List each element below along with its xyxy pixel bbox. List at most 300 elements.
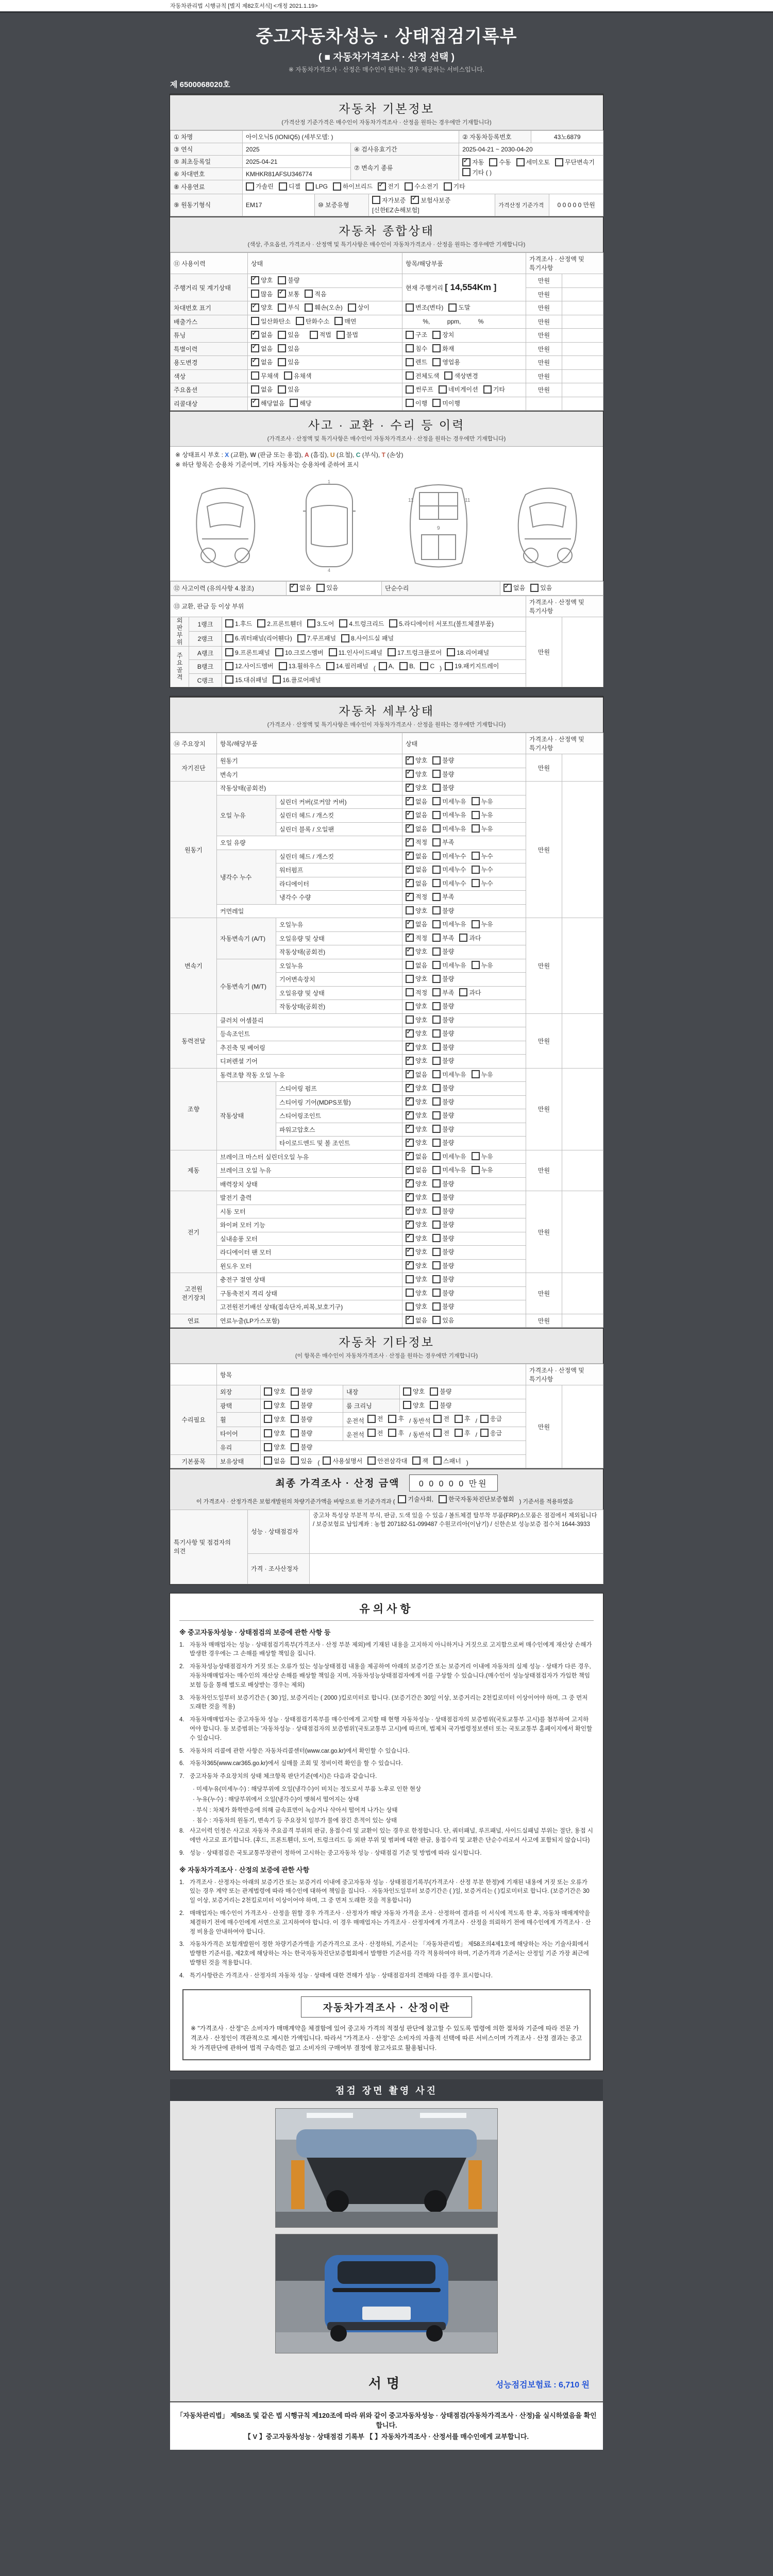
checkbox-icon[interactable] bbox=[459, 934, 467, 942]
checkbox-option[interactable] bbox=[291, 1415, 312, 1423]
checkbox-icon[interactable] bbox=[379, 662, 387, 670]
checkbox-icon[interactable] bbox=[406, 344, 414, 352]
checkbox-option[interactable] bbox=[406, 810, 427, 819]
checkbox-option[interactable] bbox=[367, 1414, 383, 1423]
checkbox-option[interactable] bbox=[297, 634, 336, 642]
checkbox-icon[interactable] bbox=[329, 648, 337, 656]
checkbox-option[interactable] bbox=[305, 303, 342, 312]
checkbox-icon[interactable] bbox=[305, 303, 313, 312]
checkbox-checked-icon[interactable] bbox=[406, 770, 414, 778]
checkbox-option[interactable] bbox=[278, 344, 299, 353]
checkbox-icon[interactable] bbox=[316, 584, 325, 592]
checkbox-option[interactable] bbox=[406, 1247, 427, 1256]
checkbox-option[interactable] bbox=[432, 1234, 454, 1243]
checkbox-icon[interactable] bbox=[432, 947, 441, 956]
checkbox-option[interactable] bbox=[432, 1220, 454, 1229]
checkbox-icon[interactable] bbox=[432, 784, 441, 792]
checkbox-option[interactable] bbox=[530, 583, 552, 592]
checkbox-option[interactable] bbox=[251, 317, 291, 326]
checkbox-option[interactable] bbox=[406, 756, 427, 765]
checkbox-option[interactable] bbox=[323, 1456, 362, 1465]
checkbox-icon[interactable] bbox=[310, 331, 318, 339]
checkbox-option[interactable] bbox=[279, 662, 321, 670]
checkbox-option[interactable] bbox=[432, 810, 466, 819]
checkbox-option[interactable] bbox=[389, 619, 494, 628]
checkbox-icon[interactable] bbox=[264, 1429, 272, 1437]
checkbox-icon[interactable] bbox=[389, 619, 397, 628]
checkbox-option[interactable] bbox=[339, 619, 384, 628]
checkbox-option[interactable] bbox=[264, 1401, 285, 1410]
checkbox-icon[interactable] bbox=[296, 317, 304, 325]
checkbox-icon[interactable] bbox=[403, 1401, 411, 1409]
checkbox-checked-icon[interactable] bbox=[406, 1207, 414, 1215]
checkbox-option[interactable] bbox=[398, 1495, 433, 1503]
checkbox-icon[interactable] bbox=[372, 196, 380, 204]
checkbox-option[interactable] bbox=[406, 1029, 427, 1038]
checkbox-icon[interactable] bbox=[405, 182, 413, 191]
checkbox-option[interactable] bbox=[472, 1152, 493, 1161]
checkbox-option[interactable] bbox=[406, 1275, 427, 1283]
checkbox-option[interactable] bbox=[406, 797, 427, 806]
checkbox-icon[interactable] bbox=[279, 662, 287, 670]
checkbox-icon[interactable] bbox=[432, 988, 441, 996]
checkbox-option[interactable] bbox=[432, 1056, 454, 1065]
checkbox-icon[interactable] bbox=[430, 1387, 438, 1396]
checkbox-option[interactable] bbox=[455, 1429, 470, 1437]
checkbox-icon[interactable] bbox=[472, 811, 480, 819]
checkbox-icon[interactable] bbox=[367, 1429, 376, 1437]
checkbox-option[interactable] bbox=[225, 675, 267, 684]
checkbox-icon[interactable] bbox=[480, 1415, 489, 1423]
checkbox-option[interactable] bbox=[307, 619, 334, 628]
checkbox-icon[interactable] bbox=[472, 1152, 480, 1160]
checkbox-option[interactable] bbox=[341, 634, 394, 642]
checkbox-option[interactable] bbox=[406, 344, 427, 353]
checkbox-icon[interactable] bbox=[326, 662, 334, 670]
checkbox-option[interactable] bbox=[406, 1261, 427, 1270]
checkbox-icon[interactable] bbox=[472, 879, 480, 887]
checkbox-option[interactable] bbox=[420, 662, 434, 670]
checkbox-option[interactable] bbox=[516, 158, 550, 166]
checkbox-icon[interactable] bbox=[432, 770, 441, 778]
checkbox-option[interactable] bbox=[264, 1387, 285, 1396]
checkbox-option[interactable] bbox=[432, 947, 454, 956]
checkbox-option[interactable] bbox=[291, 1387, 312, 1396]
checkbox-icon[interactable] bbox=[439, 1495, 447, 1503]
checkbox-option[interactable] bbox=[406, 1070, 427, 1079]
checkbox-option[interactable] bbox=[406, 1165, 427, 1174]
checkbox-checked-icon[interactable] bbox=[411, 196, 419, 204]
checkbox-option[interactable] bbox=[305, 290, 326, 298]
checkbox-icon[interactable] bbox=[455, 1415, 463, 1423]
checkbox-option[interactable] bbox=[406, 947, 427, 956]
checkbox-icon[interactable] bbox=[472, 961, 480, 969]
checkbox-icon[interactable] bbox=[432, 879, 441, 887]
checkbox-icon[interactable] bbox=[432, 1193, 441, 1201]
checkbox-option[interactable] bbox=[291, 1443, 312, 1451]
checkbox-icon[interactable] bbox=[432, 906, 441, 914]
checkbox-icon[interactable] bbox=[433, 1415, 442, 1423]
checkbox-option[interactable] bbox=[406, 1179, 427, 1188]
checkbox-option[interactable] bbox=[278, 358, 299, 366]
checkbox-option[interactable] bbox=[264, 1429, 285, 1437]
checkbox-option[interactable] bbox=[251, 330, 273, 339]
checkbox-option[interactable] bbox=[444, 371, 478, 380]
checkbox-option[interactable] bbox=[406, 920, 427, 928]
checkbox-checked-icon[interactable] bbox=[251, 344, 259, 352]
checkbox-option[interactable] bbox=[406, 838, 427, 846]
checkbox-option[interactable] bbox=[430, 1387, 451, 1396]
checkbox-option[interactable] bbox=[310, 330, 331, 339]
checkbox-icon[interactable] bbox=[406, 906, 414, 914]
checkbox-option[interactable] bbox=[432, 1002, 454, 1010]
checkbox-option[interactable] bbox=[503, 583, 525, 592]
checkbox-option[interactable] bbox=[432, 1247, 454, 1256]
checkbox-checked-icon[interactable] bbox=[406, 1152, 414, 1160]
checkbox-checked-icon[interactable] bbox=[406, 1316, 414, 1324]
checkbox-checked-icon[interactable] bbox=[290, 584, 298, 592]
checkbox-checked-icon[interactable] bbox=[406, 1057, 414, 1065]
checkbox-icon[interactable] bbox=[444, 182, 452, 191]
checkbox-icon[interactable] bbox=[225, 634, 233, 642]
checkbox-checked-icon[interactable] bbox=[406, 838, 414, 846]
checkbox-checked-icon[interactable] bbox=[406, 1084, 414, 1092]
checkbox-checked-icon[interactable] bbox=[406, 784, 414, 792]
checkbox-option[interactable] bbox=[432, 770, 454, 778]
checkbox-option[interactable] bbox=[483, 385, 505, 394]
checkbox-option[interactable] bbox=[406, 303, 443, 312]
checkbox-icon[interactable] bbox=[462, 168, 470, 176]
checkbox-option[interactable] bbox=[406, 1125, 427, 1133]
checkbox-option[interactable] bbox=[406, 1220, 427, 1229]
checkbox-checked-icon[interactable] bbox=[406, 920, 414, 928]
checkbox-option[interactable] bbox=[432, 879, 466, 888]
checkbox-option[interactable] bbox=[432, 1152, 466, 1161]
checkbox-option[interactable] bbox=[326, 662, 368, 670]
checkbox-checked-icon[interactable] bbox=[406, 1166, 414, 1174]
checkbox-icon[interactable] bbox=[225, 675, 233, 684]
checkbox-checked-icon[interactable] bbox=[406, 1097, 414, 1106]
checkbox-icon[interactable] bbox=[291, 1456, 299, 1465]
checkbox-option[interactable] bbox=[406, 1056, 427, 1065]
checkbox-icon[interactable] bbox=[306, 182, 314, 191]
checkbox-option[interactable] bbox=[379, 662, 394, 670]
checkbox-option[interactable] bbox=[432, 1029, 454, 1038]
checkbox-icon[interactable] bbox=[432, 1248, 441, 1256]
checkbox-option[interactable] bbox=[432, 330, 454, 339]
checkbox-option[interactable] bbox=[432, 1261, 454, 1270]
checkbox-option[interactable] bbox=[406, 1111, 427, 1120]
checkbox-checked-icon[interactable] bbox=[462, 158, 470, 166]
checkbox-checked-icon[interactable] bbox=[406, 1029, 414, 1038]
checkbox-icon[interactable] bbox=[432, 893, 441, 901]
checkbox-icon[interactable] bbox=[406, 1002, 414, 1010]
checkbox-icon[interactable] bbox=[305, 290, 313, 298]
checkbox-option[interactable] bbox=[406, 330, 427, 339]
checkbox-icon[interactable] bbox=[447, 648, 455, 656]
checkbox-icon[interactable] bbox=[432, 1029, 441, 1038]
checkbox-option[interactable] bbox=[406, 1316, 427, 1325]
checkbox-icon[interactable] bbox=[555, 158, 563, 166]
checkbox-checked-icon[interactable] bbox=[406, 852, 414, 860]
checkbox-option[interactable] bbox=[388, 1414, 404, 1423]
checkbox-option[interactable] bbox=[462, 158, 484, 166]
checkbox-option[interactable] bbox=[278, 290, 299, 298]
checkbox-option[interactable] bbox=[406, 399, 427, 408]
checkbox-option[interactable] bbox=[432, 1111, 454, 1120]
checkbox-icon[interactable] bbox=[333, 182, 341, 191]
checkbox-option[interactable] bbox=[432, 1138, 454, 1147]
checkbox-option[interactable] bbox=[439, 1495, 514, 1503]
checkbox-option[interactable] bbox=[334, 317, 356, 326]
checkbox-icon[interactable] bbox=[251, 290, 259, 298]
checkbox-option[interactable] bbox=[406, 892, 427, 901]
checkbox-icon[interactable] bbox=[251, 385, 259, 394]
checkbox-icon[interactable] bbox=[323, 1456, 331, 1465]
checkbox-checked-icon[interactable] bbox=[406, 1111, 414, 1120]
checkbox-icon[interactable] bbox=[334, 317, 343, 325]
checkbox-option[interactable] bbox=[251, 276, 273, 284]
checkbox-icon[interactable] bbox=[278, 344, 286, 352]
checkbox-icon[interactable] bbox=[264, 1456, 272, 1465]
checkbox-option[interactable] bbox=[432, 1193, 454, 1201]
checkbox-option[interactable] bbox=[406, 1015, 427, 1024]
checkbox-option[interactable] bbox=[472, 865, 493, 874]
checkbox-icon[interactable] bbox=[251, 371, 259, 380]
checkbox-icon[interactable] bbox=[430, 1401, 438, 1409]
checkbox-option[interactable] bbox=[472, 1165, 493, 1174]
checkbox-option[interactable] bbox=[406, 1207, 427, 1215]
checkbox-icon[interactable] bbox=[432, 1316, 441, 1324]
checkbox-icon[interactable] bbox=[432, 1015, 441, 1024]
checkbox-icon[interactable] bbox=[406, 371, 414, 380]
checkbox-option[interactable] bbox=[264, 1443, 285, 1451]
checkbox-icon[interactable] bbox=[264, 1387, 272, 1396]
checkbox-checked-icon[interactable] bbox=[406, 947, 414, 956]
checkbox-option[interactable] bbox=[432, 783, 454, 792]
checkbox-icon[interactable] bbox=[432, 1097, 441, 1106]
checkbox-icon[interactable] bbox=[432, 331, 441, 339]
checkbox-option[interactable] bbox=[411, 196, 450, 205]
checkbox-icon[interactable] bbox=[432, 1139, 441, 1147]
checkbox-icon[interactable] bbox=[432, 1084, 441, 1092]
checkbox-option[interactable] bbox=[432, 1097, 454, 1106]
checkbox-icon[interactable] bbox=[530, 584, 539, 592]
checkbox-icon[interactable] bbox=[472, 852, 480, 860]
checkbox-icon[interactable] bbox=[297, 634, 306, 642]
checkbox-option[interactable] bbox=[406, 1152, 427, 1161]
checkbox-icon[interactable] bbox=[264, 1415, 272, 1423]
checkbox-option[interactable] bbox=[430, 1401, 451, 1410]
checkbox-option[interactable] bbox=[455, 1414, 470, 1423]
checkbox-option[interactable] bbox=[291, 1429, 312, 1437]
checkbox-icon[interactable] bbox=[279, 182, 287, 191]
checkbox-icon[interactable] bbox=[472, 824, 480, 833]
checkbox-checked-icon[interactable] bbox=[406, 1261, 414, 1269]
checkbox-icon[interactable] bbox=[388, 1415, 396, 1423]
checkbox-option[interactable] bbox=[432, 961, 466, 970]
checkbox-icon[interactable] bbox=[406, 975, 414, 983]
checkbox-option[interactable] bbox=[225, 634, 292, 642]
checkbox-option[interactable] bbox=[406, 1083, 427, 1092]
checkbox-icon[interactable] bbox=[290, 399, 298, 407]
checkbox-option[interactable] bbox=[246, 182, 274, 191]
checkbox-option[interactable] bbox=[472, 920, 493, 928]
checkbox-option[interactable] bbox=[278, 303, 299, 312]
checkbox-icon[interactable] bbox=[367, 1415, 376, 1423]
checkbox-option[interactable] bbox=[480, 1414, 502, 1423]
checkbox-checked-icon[interactable] bbox=[378, 182, 386, 191]
checkbox-option[interactable] bbox=[459, 934, 481, 942]
checkbox-option[interactable] bbox=[432, 1070, 466, 1079]
checkbox-icon[interactable] bbox=[472, 866, 480, 874]
checkbox-option[interactable] bbox=[291, 1401, 312, 1410]
checkbox-option[interactable] bbox=[405, 182, 438, 191]
checkbox-option[interactable] bbox=[432, 852, 466, 860]
checkbox-checked-icon[interactable] bbox=[406, 1248, 414, 1256]
checkbox-option[interactable] bbox=[406, 783, 427, 792]
checkbox-checked-icon[interactable] bbox=[278, 290, 286, 298]
checkbox-option[interactable] bbox=[406, 1138, 427, 1147]
checkbox-icon[interactable] bbox=[445, 662, 453, 670]
checkbox-option[interactable] bbox=[372, 196, 406, 205]
checkbox-icon[interactable] bbox=[412, 1456, 421, 1465]
checkbox-option[interactable] bbox=[432, 988, 454, 997]
checkbox-icon[interactable] bbox=[432, 824, 441, 833]
checkbox-icon[interactable] bbox=[225, 619, 233, 628]
checkbox-option[interactable] bbox=[251, 290, 273, 298]
checkbox-option[interactable] bbox=[406, 1289, 427, 1297]
checkbox-icon[interactable] bbox=[432, 399, 441, 407]
checkbox-option[interactable] bbox=[225, 619, 252, 628]
checkbox-icon[interactable] bbox=[432, 1111, 441, 1120]
checkbox-option[interactable] bbox=[337, 330, 358, 339]
checkbox-icon[interactable] bbox=[432, 1166, 441, 1174]
checkbox-checked-icon[interactable] bbox=[406, 1070, 414, 1078]
checkbox-icon[interactable] bbox=[459, 988, 467, 996]
checkbox-option[interactable] bbox=[406, 1043, 427, 1052]
checkbox-option[interactable] bbox=[264, 1456, 285, 1465]
checkbox-option[interactable] bbox=[472, 797, 493, 806]
checkbox-option[interactable] bbox=[448, 303, 470, 312]
checkbox-checked-icon[interactable] bbox=[406, 811, 414, 819]
checkbox-icon[interactable] bbox=[432, 1125, 441, 1133]
checkbox-option[interactable] bbox=[278, 330, 299, 339]
checkbox-icon[interactable] bbox=[278, 331, 286, 339]
checkbox-icon[interactable] bbox=[432, 1289, 441, 1297]
checkbox-icon[interactable] bbox=[406, 358, 414, 366]
checkbox-option[interactable] bbox=[306, 182, 328, 191]
checkbox-option[interactable] bbox=[432, 1125, 454, 1133]
checkbox-option[interactable] bbox=[432, 1043, 454, 1052]
checkbox-option[interactable] bbox=[251, 385, 273, 394]
checkbox-option[interactable] bbox=[459, 988, 481, 997]
checkbox-option[interactable] bbox=[378, 182, 399, 191]
checkbox-option[interactable] bbox=[275, 648, 324, 657]
checkbox-icon[interactable] bbox=[432, 975, 441, 983]
checkbox-option[interactable] bbox=[433, 1429, 449, 1437]
checkbox-icon[interactable] bbox=[291, 1429, 299, 1437]
checkbox-option[interactable] bbox=[333, 182, 373, 191]
checkbox-option[interactable] bbox=[444, 182, 465, 191]
checkbox-option[interactable] bbox=[432, 974, 454, 983]
checkbox-icon[interactable] bbox=[432, 811, 441, 819]
checkbox-option[interactable] bbox=[432, 838, 454, 846]
checkbox-option[interactable] bbox=[329, 648, 382, 657]
checkbox-option[interactable] bbox=[472, 824, 493, 833]
checkbox-icon[interactable] bbox=[284, 371, 292, 380]
checkbox-icon[interactable] bbox=[455, 1429, 463, 1437]
checkbox-option[interactable] bbox=[432, 1179, 454, 1188]
checkbox-icon[interactable] bbox=[432, 934, 441, 942]
checkbox-icon[interactable] bbox=[339, 619, 347, 628]
checkbox-icon[interactable] bbox=[278, 385, 286, 394]
checkbox-icon[interactable] bbox=[307, 619, 315, 628]
checkbox-option[interactable] bbox=[406, 770, 427, 778]
checkbox-icon[interactable] bbox=[432, 1179, 441, 1188]
checkbox-icon[interactable] bbox=[432, 344, 441, 352]
checkbox-option[interactable] bbox=[432, 920, 466, 928]
checkbox-icon[interactable] bbox=[398, 1495, 406, 1503]
checkbox-checked-icon[interactable] bbox=[251, 303, 259, 312]
checkbox-icon[interactable] bbox=[388, 648, 396, 656]
checkbox-option[interactable] bbox=[447, 648, 489, 657]
checkbox-icon[interactable] bbox=[480, 1429, 489, 1437]
checkbox-icon[interactable] bbox=[432, 1043, 441, 1051]
checkbox-option[interactable] bbox=[432, 824, 466, 833]
checkbox-icon[interactable] bbox=[291, 1415, 299, 1423]
checkbox-option[interactable] bbox=[225, 648, 270, 657]
checkbox-option[interactable] bbox=[406, 934, 427, 942]
checkbox-option[interactable] bbox=[406, 371, 439, 380]
checkbox-option[interactable] bbox=[432, 358, 460, 366]
checkbox-checked-icon[interactable] bbox=[406, 1125, 414, 1133]
checkbox-option[interactable] bbox=[251, 399, 284, 408]
checkbox-option[interactable] bbox=[432, 344, 454, 353]
checkbox-icon[interactable] bbox=[432, 756, 441, 765]
checkbox-option[interactable] bbox=[432, 797, 466, 806]
checkbox-icon[interactable] bbox=[432, 866, 441, 874]
checkbox-checked-icon[interactable] bbox=[406, 1221, 414, 1229]
checkbox-option[interactable] bbox=[251, 303, 273, 312]
checkbox-option[interactable] bbox=[348, 303, 369, 312]
checkbox-icon[interactable] bbox=[432, 1221, 441, 1229]
checkbox-icon[interactable] bbox=[388, 1429, 396, 1437]
checkbox-option[interactable] bbox=[225, 662, 274, 670]
checkbox-icon[interactable] bbox=[406, 1302, 414, 1311]
checkbox-checked-icon[interactable] bbox=[406, 934, 414, 942]
checkbox-option[interactable] bbox=[412, 1456, 428, 1465]
checkbox-icon[interactable] bbox=[246, 182, 254, 191]
checkbox-option[interactable] bbox=[406, 879, 427, 888]
checkbox-option[interactable] bbox=[406, 1234, 427, 1243]
checkbox-option[interactable] bbox=[432, 756, 454, 765]
checkbox-option[interactable] bbox=[406, 852, 427, 860]
checkbox-option[interactable] bbox=[472, 1070, 493, 1079]
checkbox-icon[interactable] bbox=[444, 371, 452, 380]
checkbox-icon[interactable] bbox=[264, 1443, 272, 1451]
checkbox-option[interactable] bbox=[432, 1015, 454, 1024]
checkbox-option[interactable] bbox=[264, 1415, 285, 1423]
checkbox-checked-icon[interactable] bbox=[251, 358, 259, 366]
checkbox-option[interactable] bbox=[406, 1002, 427, 1010]
checkbox-icon[interactable] bbox=[291, 1401, 299, 1409]
checkbox-option[interactable] bbox=[399, 662, 415, 670]
checkbox-option[interactable] bbox=[432, 1289, 454, 1297]
checkbox-option[interactable] bbox=[406, 824, 427, 833]
checkbox-option[interactable] bbox=[388, 1429, 404, 1437]
checkbox-icon[interactable] bbox=[433, 1429, 442, 1437]
